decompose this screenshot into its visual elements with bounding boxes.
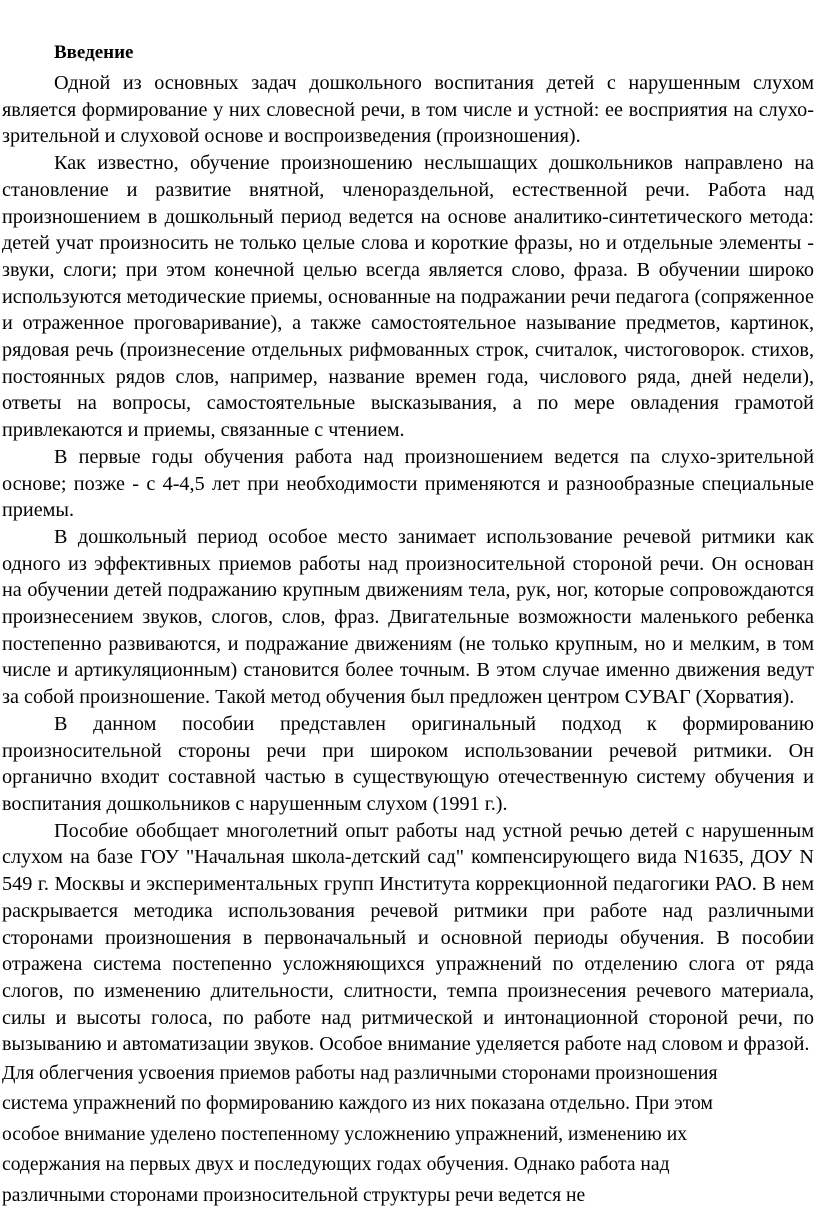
paragraph-pronunciation-method: Как известно, обучение произношению неслышащих дошкольников направлено на становление и развитие внятной, членораздельной, естественной речи. Работа над произношением в дошкольный период ведется на основе аналитико-синтетического метода: детей учат произносить не только целые слова и короткие фразы, но и отдельные элементы - звуки, слоги; при этом конечной целью всегда является слово, фраза. В обучении широко используются методические приемы, основанные на подражании речи педагога (сопряженное и отраженное проговаривание), а также самостоятельное называние предметов, картинок, рядовая речь (произнесение отдельных рифмованных строк, считалок, чистоговорок. стихов, постоянных рядов слов, например, название времен года, числового ряда, дней недели), ответы на вопросы, самостоятельные высказывания, а по мере овладения грамотой привлекаются и приемы, связанные с чтением. — [2, 152, 814, 442]
paragraph-intro: Одной из основных задач дошкольного воспитания детей с нарушенным слухом является формирование у них словесной речи, в том числе и устной: ее восприятия на слухо-зрительной и слуховой основе и воспроизведения (произношения). — [2, 72, 814, 148]
paragraph-speech-rhythmics: В дошкольный период особое место занимает использование речевой ритмики как одного из эффективных приемов работы над произносительной стороной речи. Он основан на обучении детей подражанию крупным движениям тела, рук, ног, которые сопровождаются произнесением звуков, слогов, слов, фраз. Двигательные возможности маленького ребенка постепенно развиваются, и подражание движениям (не только крупным, но и мелким, в том числе и артикуляционным) становится более точным. В этом случае именно движения ведут за собой произношение. Такой метод обучения был предложен центром СУВАГ (Хорватия). — [2, 525, 814, 709]
paragraph-manual-approach: В данном пособии представлен оригинальный подход к формированию произносительной стороны речи при широком использовании речевой ритмики. Он органично входит составной частью в существующую отечественную систему обучения и воспитания дошкольников с нарушенным слухом (1991 г.). — [2, 712, 814, 815]
paragraph-manual-experience: Пособие обобщает многолетний опыт работы над устной речью детей с нарушенным слухом на базе ГОУ "Начальная школа-детский сад" компенсирующего вида N1635, ДОУ N 549 г. Москвы и экспериментальных групп Института коррекционной педагогики РАО. В нем раскрывается методика использования речевой ритмики при работе над различными сторонами произношения в первоначальный и основной периоды обучения. В пособии отражена система постепенно усложняющихся упражнений по отделению слога от ряда слогов, по изменению длительности, слитности, темпа произнесения речевого материала, силы и высоты голоса, по работе над ритмической и интонационной стороной речи, по вызыванию и автоматизации звуков. Особое внимание уделяется работе над словом и фразой. — [2, 819, 814, 1056]
paragraph-first-years: В первые годы обучения работа над произношением ведется па слухо-зрительной основе; позже - с 4-4,5 лет при необходимости применяются и разнообразные специальные приемы. — [2, 445, 814, 522]
final-line: различными сторонами произносительной структуры речи ведется не — [2, 1184, 586, 1206]
final-line: система упражнений по формированию каждого из них показана отдельно. При этом — [2, 1093, 713, 1115]
paragraph-final — [2, 1059, 814, 1211]
document-title: Введение — [54, 42, 134, 63]
final-line: содержания на первых двух и последующих годах обучения. Однако работа над — [2, 1154, 670, 1176]
final-line: Для облегчения усвоения приемов работы над различными сторонами произношения — [2, 1063, 718, 1085]
final-line: особое внимание уделено постепенному усложнению упражнений, изменению их — [2, 1123, 687, 1145]
